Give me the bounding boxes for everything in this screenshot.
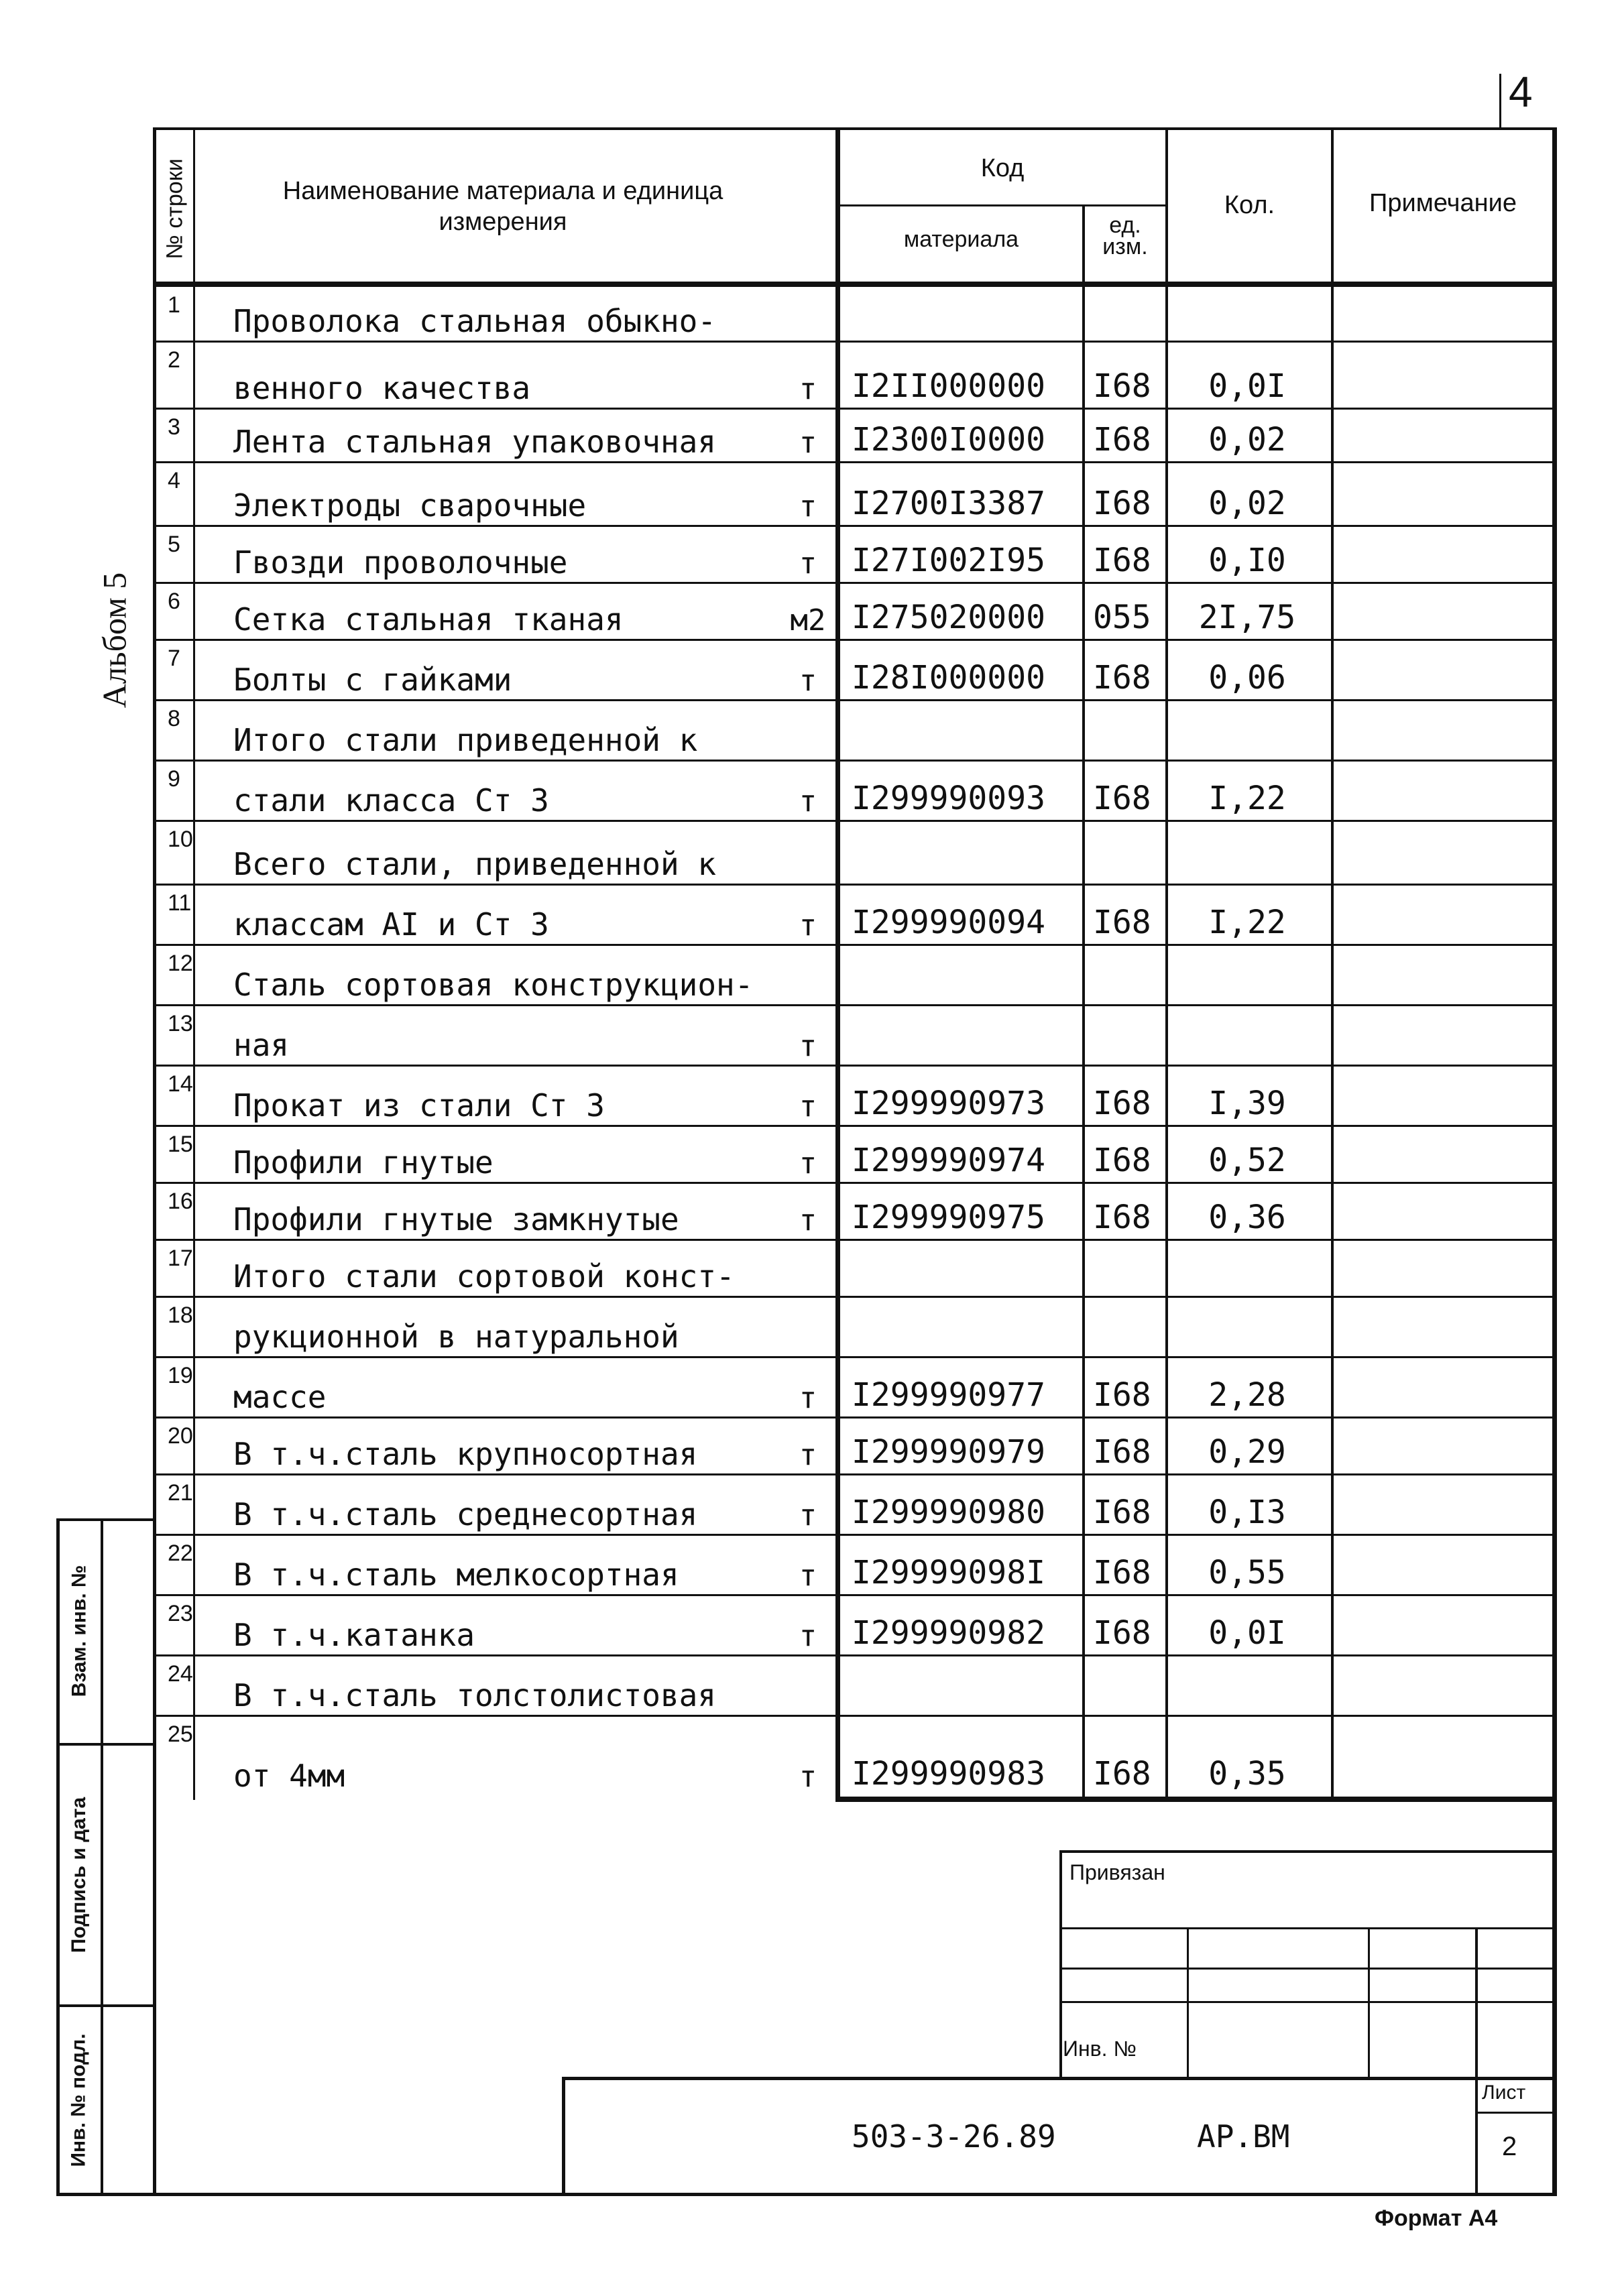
- unit: т: [799, 908, 817, 943]
- table-row: [154, 1066, 1556, 1126]
- row-number: 3: [168, 414, 180, 440]
- quantity: 0,I0: [1208, 542, 1286, 579]
- material-code: I299990974: [852, 1142, 1045, 1179]
- quantity: 0,02: [1208, 421, 1286, 459]
- material-name: В т.ч.сталь среднесортная: [233, 1496, 698, 1532]
- row-number: 16: [168, 1189, 193, 1214]
- quantity: 0,29: [1208, 1433, 1286, 1471]
- row-number: 9: [168, 766, 180, 792]
- material-name: В т.ч.сталь крупносортная: [233, 1436, 698, 1472]
- table-row: [154, 409, 1556, 463]
- row-number: 20: [168, 1423, 193, 1449]
- header-material: материала: [903, 227, 1019, 252]
- material-name: классам AI и Ст 3: [233, 906, 549, 943]
- unit: т: [799, 372, 817, 406]
- row-number: 11: [168, 890, 192, 916]
- table-row: [154, 583, 1556, 640]
- material-code: I299990979: [852, 1433, 1045, 1471]
- unit-code: I68: [1093, 485, 1151, 522]
- material-code: I299990094: [852, 904, 1045, 941]
- tb-linked-row1: [1059, 1927, 1557, 1929]
- quantity: 0,36: [1208, 1199, 1286, 1236]
- quantity: 0,06: [1208, 659, 1286, 697]
- unit: т: [799, 426, 817, 460]
- row-number: 8: [168, 706, 180, 731]
- unit-code: I68: [1093, 421, 1151, 459]
- unit-code: I68: [1093, 780, 1151, 817]
- album-label-cell: [87, 530, 141, 751]
- unit-code: I68: [1093, 1554, 1151, 1591]
- material-code: I28I000000: [852, 659, 1045, 697]
- stamp-bottom: [56, 2193, 1557, 2196]
- unit-code: I68: [1093, 367, 1151, 405]
- material-name: В т.ч.сталь толстолистовая: [233, 1677, 717, 1713]
- table-row: [154, 761, 1556, 821]
- table-row: [154, 1297, 1556, 1357]
- tb-col-a: [1187, 1927, 1189, 2078]
- stamp-cell-inv-orig: [56, 2007, 102, 2193]
- unit: т: [799, 1498, 817, 1532]
- page-number: 4: [1509, 68, 1533, 116]
- doc-code: 503-3-26.89: [852, 2118, 1056, 2155]
- table-row: [154, 1183, 1556, 1240]
- unit-code: I68: [1093, 1433, 1151, 1471]
- row-number: 25: [168, 1721, 193, 1747]
- unit: м2: [790, 603, 826, 638]
- material-code: I2700I3387: [852, 485, 1045, 522]
- table-row: [154, 287, 1556, 342]
- table-row: [154, 1535, 1556, 1595]
- table-row: [154, 1126, 1556, 1183]
- tb-col-b: [1368, 1927, 1370, 2078]
- table-row: [154, 1656, 1556, 1716]
- material-code: I299990977: [852, 1376, 1045, 1414]
- quantity: 0,I3: [1208, 1494, 1286, 1531]
- material-code: I29999098I: [852, 1554, 1045, 1591]
- quantity: 0,0I: [1208, 1614, 1286, 1652]
- material-name: Итого стали сортовой конст-: [233, 1258, 735, 1294]
- row-number: 23: [168, 1601, 193, 1626]
- quantity: 0,52: [1208, 1142, 1286, 1179]
- quantity: 0,35: [1208, 1755, 1286, 1793]
- material-code: I2300I0000: [852, 421, 1045, 459]
- header-row-number-cell: [156, 134, 194, 283]
- table-row: [154, 1418, 1556, 1475]
- quantity: 2I,75: [1198, 599, 1296, 636]
- material-name: Профили гнутые замкнутые: [233, 1201, 679, 1237]
- material-code: I299990983: [852, 1755, 1045, 1793]
- quantity: I,22: [1208, 904, 1286, 941]
- unit: т: [799, 1146, 817, 1181]
- header-row-number: № строки: [162, 158, 188, 259]
- row-number: 22: [168, 1540, 193, 1566]
- row-number: 7: [168, 646, 180, 671]
- row-number: 17: [168, 1246, 193, 1271]
- unit: т: [799, 1619, 817, 1653]
- material-name: Проволока стальная обыкно-: [233, 303, 717, 339]
- tb-main-top: [563, 2077, 1557, 2080]
- row-number: 24: [168, 1661, 193, 1687]
- unit-code: I68: [1093, 542, 1151, 579]
- row-number: 14: [168, 1071, 193, 1097]
- row-number: 6: [168, 589, 180, 614]
- material-name: от 4мм: [233, 1758, 345, 1794]
- sheet-number: 2: [1502, 2132, 1517, 2161]
- material-code: I299990973: [852, 1085, 1045, 1122]
- unit-code: I68: [1093, 1199, 1151, 1236]
- table-row: [154, 821, 1556, 885]
- label-inv-orig: Инв. № подл.: [68, 2033, 90, 2167]
- material-name: Итого стали приведенной к: [233, 722, 698, 758]
- table-row: [154, 1595, 1556, 1656]
- unit-code: I68: [1093, 1142, 1151, 1179]
- row-number: 2: [168, 347, 180, 373]
- unit: т: [799, 1089, 817, 1124]
- material-code: I27I002I95: [852, 542, 1045, 579]
- unit: т: [799, 664, 817, 698]
- row-number: 5: [168, 532, 180, 557]
- unit-code: I68: [1093, 659, 1151, 697]
- table-top-border: [154, 127, 1557, 130]
- unit: т: [799, 1760, 817, 1794]
- row-number: 19: [168, 1363, 193, 1388]
- material-code: I299990980: [852, 1494, 1045, 1531]
- tb-sheet-divider: [1475, 2112, 1557, 2114]
- material-name: В т.ч.сталь мелкосортная: [233, 1557, 679, 1593]
- unit-code: I68: [1093, 904, 1151, 941]
- header-name: Наименование материала и единица измерения: [282, 177, 723, 236]
- material-name: массе: [233, 1379, 327, 1415]
- unit: т: [799, 546, 817, 581]
- material-name: Электроды сварочные: [233, 487, 587, 524]
- row-number: 13: [168, 1011, 193, 1036]
- material-code: I275020000: [852, 599, 1045, 636]
- table-row: [154, 885, 1556, 945]
- table-row: [154, 463, 1556, 526]
- label-signature-date: Подпись и дата: [68, 1797, 91, 1953]
- table-row: [154, 526, 1556, 583]
- unit: т: [799, 784, 817, 819]
- tb-linked-row3: [1059, 2001, 1557, 2003]
- table-row: [154, 1357, 1556, 1418]
- quantity: 2,28: [1208, 1376, 1286, 1414]
- material-name: Сталь сортовая конструкцион-: [233, 967, 754, 1003]
- quantity: I,22: [1208, 780, 1286, 817]
- unit: т: [799, 1438, 817, 1472]
- table-row: [154, 1475, 1556, 1535]
- tb-main-left: [562, 2077, 565, 2196]
- unit-code: 055: [1093, 599, 1151, 636]
- material-name: рукционной в натуральной: [233, 1319, 679, 1355]
- table-row: [154, 701, 1556, 761]
- tb-linked-top: [1059, 1850, 1557, 1853]
- unit-code: I68: [1093, 1376, 1151, 1414]
- unit: т: [799, 1203, 817, 1237]
- row-number: 12: [168, 951, 193, 976]
- material-name: В т.ч.катанка: [233, 1617, 475, 1653]
- table-row: [154, 1006, 1556, 1066]
- label-inv-vzam: Взам. инв. №: [68, 1565, 91, 1697]
- body-bottom-border: [835, 1797, 1557, 1802]
- material-name: Сетка стальная тканая: [233, 601, 624, 638]
- tb-inv-no-label: Инв. №: [1063, 2037, 1137, 2061]
- sheet-label: Лист: [1482, 2081, 1526, 2104]
- quantity: 0,55: [1208, 1554, 1286, 1591]
- material-name: Прокат из стали Ст 3: [233, 1087, 605, 1124]
- stamp-cell-inv-vzam: [56, 1518, 102, 1743]
- material-name: венного качества: [233, 370, 531, 406]
- material-code: I299990975: [852, 1199, 1045, 1236]
- format-label: Формат А4: [1375, 2206, 1498, 2231]
- header-note: Примечание: [1369, 189, 1517, 217]
- material-name: Гвозди проволочные: [233, 544, 568, 581]
- header-bottom-border: [154, 282, 1557, 287]
- quantity: I,39: [1208, 1085, 1286, 1122]
- code-header-divider: [838, 204, 1167, 206]
- material-name: Профили гнутые: [233, 1144, 494, 1181]
- table-row: [154, 1716, 1556, 1797]
- tb-col-c: [1475, 1927, 1478, 2195]
- album-label: Альбом 5: [95, 572, 133, 709]
- tb-linked-label: Привязан: [1069, 1860, 1165, 1884]
- tb-linked-left: [1059, 1850, 1062, 2078]
- unit-code: I68: [1093, 1614, 1151, 1652]
- material-name: ная: [233, 1027, 290, 1063]
- stamp-cell-signature-date: [56, 1746, 102, 2004]
- row-number: 21: [168, 1480, 193, 1506]
- unit: т: [799, 1029, 817, 1063]
- tb-linked-row2: [1059, 1968, 1557, 1970]
- row-number: 10: [168, 827, 193, 852]
- row-number: 1: [168, 292, 180, 318]
- table-row: [154, 1240, 1556, 1297]
- unit-code: I68: [1093, 1494, 1151, 1531]
- material-code: I299990093: [852, 780, 1045, 817]
- row-number: 4: [168, 468, 180, 493]
- table-row: [154, 640, 1556, 701]
- material-name: Всего стали, приведенной к: [233, 846, 717, 882]
- material-name: стали класса Ст 3: [233, 782, 549, 819]
- row-number: 18: [168, 1303, 193, 1328]
- material-name: Лента стальная упаковочная: [233, 424, 717, 460]
- unit-code: I68: [1093, 1085, 1151, 1122]
- doc-mark: АР.ВМ: [1197, 2118, 1290, 2155]
- material-name: Болты с гайками: [233, 662, 512, 698]
- table-row: [154, 945, 1556, 1006]
- unit: т: [799, 1381, 817, 1415]
- quantity: 0,0I: [1208, 367, 1286, 405]
- unit: т: [799, 489, 817, 524]
- header-unit-code: ед. изм.: [1102, 213, 1148, 259]
- material-code: I2II000000: [852, 367, 1045, 405]
- page-number-tick: [1499, 74, 1501, 127]
- table-row: [154, 342, 1556, 409]
- quantity: 0,02: [1208, 485, 1286, 522]
- row-number: 15: [168, 1132, 193, 1157]
- header-quantity: Кол.: [1224, 191, 1275, 219]
- header-code: Код: [980, 154, 1025, 182]
- material-code: I299990982: [852, 1614, 1045, 1652]
- unit-code: I68: [1093, 1755, 1151, 1793]
- unit: т: [799, 1559, 817, 1593]
